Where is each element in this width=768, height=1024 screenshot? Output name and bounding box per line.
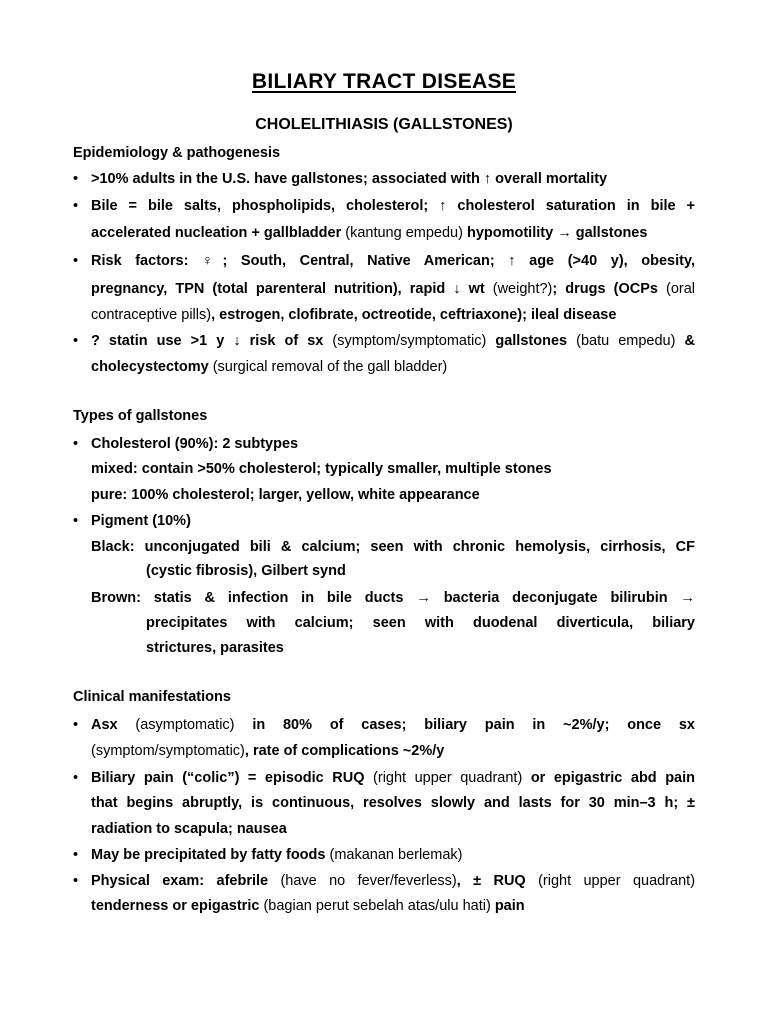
bold-text-run: , rate of complications ~2%/y xyxy=(244,743,445,759)
epi-item-4-line-1 xyxy=(91,332,695,350)
normal-text-run: (right upper quadrant) xyxy=(538,873,696,889)
clin-item-2-line-3 xyxy=(91,820,695,838)
bold-text-run: in 80% of cases; biliary pain in ~2%/y; once sx xyxy=(252,717,695,733)
type-cholesterol-mixed: mixed: contain >50% cholesterol; typically smaller, multiple stones xyxy=(91,461,552,477)
bullet-marker: • xyxy=(73,513,79,529)
type-pigment-brown-line-1: Brown: statis & infection in bile ducts → bacteria deconjugate bilirubin → xyxy=(91,590,695,606)
bold-text-run: >10% adults in the U.S. have gallstones; associated with ↑ overall mortality xyxy=(91,171,608,187)
bold-text-run: Asx xyxy=(91,717,136,733)
bold-text-run: May be precipitated by fatty foods xyxy=(91,847,330,863)
section-heading-epidemiology: Epidemiology & pathogenesis xyxy=(73,145,281,161)
bold-text-run: Risk factors: ♀; South, Central, Native American; ↑ age (>40 y), obesity, xyxy=(91,253,695,269)
bullet-marker: • xyxy=(73,770,79,786)
bold-text-run: accelerated nucleation + gallbladder xyxy=(91,225,346,241)
type-pigment-brown-line-3: strictures, parasites xyxy=(146,640,284,656)
epi-item-1-line-1 xyxy=(91,170,695,188)
bullet-marker: • xyxy=(73,436,79,452)
bullet-marker: • xyxy=(73,333,79,349)
normal-text-run: (batu empedu) xyxy=(576,333,685,349)
bullet-marker: • xyxy=(73,847,79,863)
bullet-marker: • xyxy=(73,171,79,187)
bold-text-run: radiation to scapula; nausea xyxy=(91,821,287,837)
clin-item-3-line-1 xyxy=(91,846,695,864)
clin-item-2-line-2 xyxy=(91,794,695,812)
document-title-text: BILIARY TRACT DISEASE xyxy=(251,70,517,93)
document-title xyxy=(0,70,768,94)
bold-text-run: Physical exam: afebrile xyxy=(91,873,281,889)
bullet-marker: • xyxy=(73,873,79,889)
epi-item-3-line-3 xyxy=(91,306,695,324)
epi-item-4-line-2 xyxy=(91,358,695,376)
bullet-marker: • xyxy=(73,253,79,269)
type-pigment-black-line-1: Black: unconjugated bili & calcium; seen with chronic hemolysis, cirrhosis, CF xyxy=(91,539,695,555)
bullet-marker: • xyxy=(73,717,79,733)
normal-text-run: (have no fever/feverless) xyxy=(280,873,457,889)
bold-text-run: , estrogen, clofibrate, octreotide, ceftriaxone); ileal disease xyxy=(211,307,617,323)
bullet-marker: • xyxy=(73,198,79,214)
epi-item-3-line-2 xyxy=(91,280,695,298)
clin-item-2-line-1 xyxy=(91,769,695,787)
type-pigment-black-line-2: (cystic fibrosis), Gilbert synd xyxy=(146,563,346,579)
bold-text-run: ; drugs (OCPs xyxy=(552,281,666,297)
type-cholesterol: Cholesterol (90%): 2 subtypes xyxy=(91,436,299,452)
document-subtitle: CHOLELITHIASIS (GALLSTONES) xyxy=(255,116,513,133)
normal-text-run: (kantung empedu) xyxy=(345,225,467,241)
bold-text-run: that begins abruptly, is continuous, resolves slowly and lasts for 30 min–3 h; ± xyxy=(91,795,695,811)
bold-text-run: , ± RUQ xyxy=(456,873,539,889)
type-pigment-brown-line-2: precipitates with calcium; seen with duodenal diverticula, biliary xyxy=(146,615,695,631)
normal-text-run: (bagian perut sebelah atas/ulu hati) xyxy=(263,898,495,914)
normal-text-run: (asymptomatic) xyxy=(135,717,253,733)
bold-text-run: pain xyxy=(494,898,525,914)
bold-text-run: pregnancy, TPN (total parenteral nutrition), rapid ↓ wt xyxy=(91,281,493,297)
epi-item-3-line-1 xyxy=(91,252,695,270)
bold-text-run: gallstones xyxy=(495,333,577,349)
normal-text-run: (makanan berlemak) xyxy=(329,847,463,863)
bold-text-run: hypomotility → gallstones xyxy=(466,225,648,241)
normal-text-run: (right upper quadrant) xyxy=(373,770,531,786)
epi-item-2-line-2 xyxy=(91,224,695,242)
bold-text-run: tenderness or epigastric xyxy=(91,898,264,914)
clin-item-4-line-2 xyxy=(91,897,695,915)
normal-text-run: (surgical removal of the gall bladder) xyxy=(212,359,448,375)
bold-text-run: ? statin use >1 y ↓ risk of sx xyxy=(91,333,333,349)
bold-text-run: cholecystectomy xyxy=(91,359,213,375)
bold-text-run: Bile = bile salts, phospholipids, cholesterol; ↑ cholesterol saturation in bile + xyxy=(91,198,695,214)
type-cholesterol-pure: pure: 100% cholesterol; larger, yellow, white appearance xyxy=(91,487,480,503)
normal-text-run: (symptom/symptomatic) xyxy=(91,743,245,759)
epi-item-2-line-1 xyxy=(91,197,695,215)
normal-text-run: (symptom/symptomatic) xyxy=(332,333,496,349)
clin-item-1-line-1 xyxy=(91,716,695,734)
bold-text-run: Biliary pain (“colic”) = episodic RUQ xyxy=(91,770,374,786)
section-heading-types: Types of gallstones xyxy=(73,408,208,424)
bold-text-run: or epigastric abd pain xyxy=(530,770,696,786)
section-heading-clinical: Clinical manifestations xyxy=(73,689,231,705)
normal-text-run: (weight?) xyxy=(492,281,553,297)
normal-text-run: (oral xyxy=(665,281,695,297)
clin-item-4-line-1 xyxy=(91,872,695,890)
bold-text-run: & xyxy=(684,333,695,349)
type-pigment: Pigment (10%) xyxy=(91,513,191,529)
normal-text-run: contraceptive pills) xyxy=(91,307,212,323)
clin-item-1-line-2 xyxy=(91,742,695,760)
